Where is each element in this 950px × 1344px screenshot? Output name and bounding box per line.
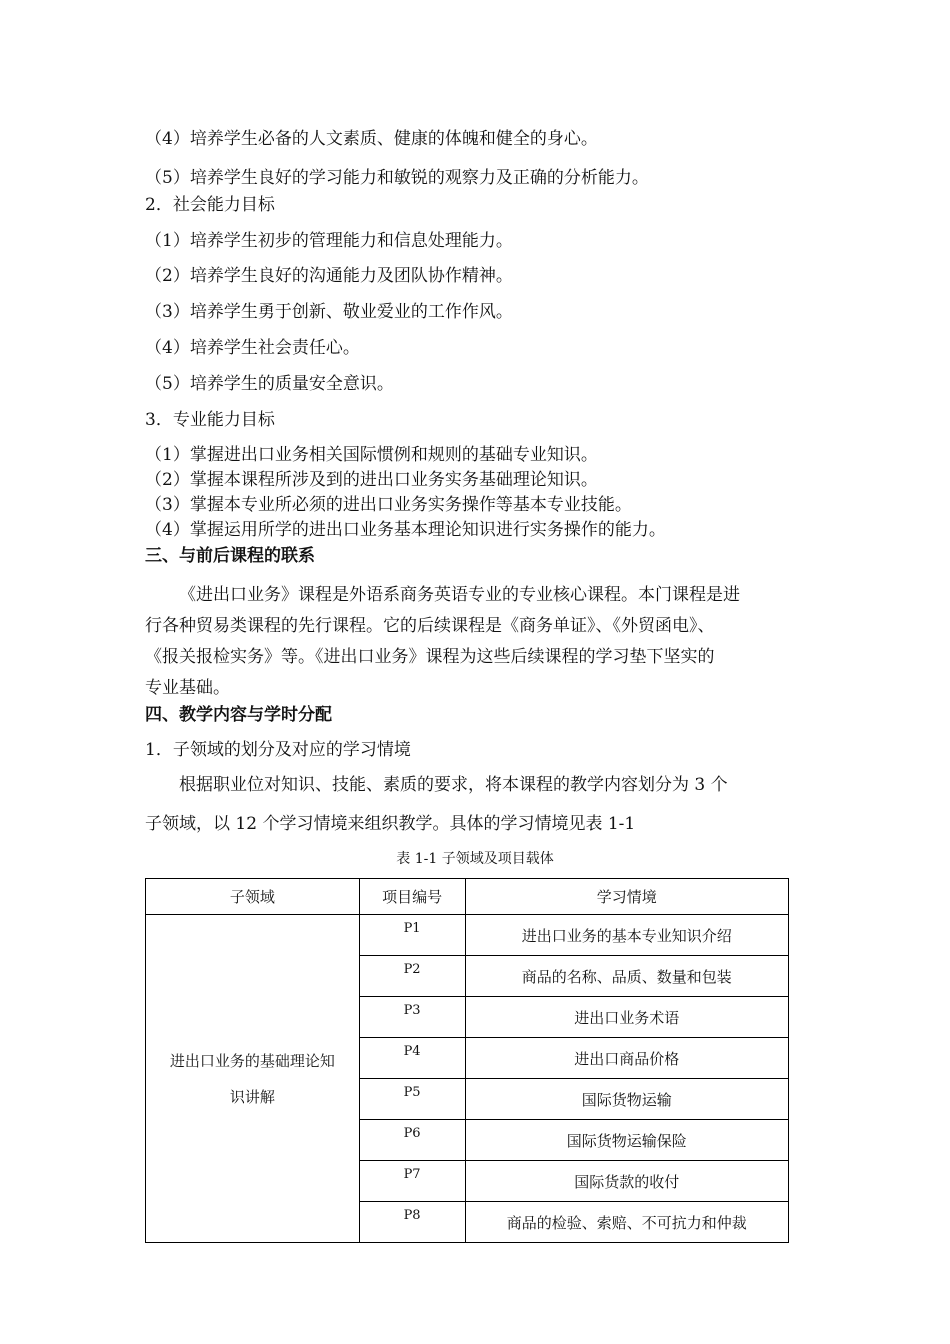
project-code: P5: [359, 1079, 465, 1120]
subdomain-table: [145, 878, 789, 1243]
project-code: P2: [359, 956, 465, 997]
table-header-row: [146, 879, 789, 915]
column-header: 子领域: [146, 879, 360, 915]
table-caption: 表 1-1 子领域及项目载体: [396, 851, 554, 867]
column-header: 学习情境: [465, 879, 789, 915]
section-heading: 三、与前后课程的联系: [145, 546, 315, 566]
ability-item: （2）掌握本课程所涉及到的进出口业务实务基础理论知识。: [145, 470, 598, 490]
subdomain-text: 识讲解: [229, 1087, 275, 1106]
subheading: 1．子领域的划分及对应的学习情境: [145, 740, 411, 760]
project-code: P4: [359, 1038, 465, 1079]
ability-item: （1）培养学生初步的管理能力和信息处理能力。: [145, 231, 513, 251]
paragraph-line: 行各种贸易类课程的先行课程。它的后续课程是《商务单证》、《外贸函电》、: [145, 616, 715, 636]
subdomain-cell: [146, 915, 360, 1243]
project-code: P3: [359, 997, 465, 1038]
project-code: P6: [359, 1120, 465, 1161]
learning-situation: 商品的名称、品质、数量和包装: [465, 956, 789, 997]
learning-situation: 进出口业务的基本专业知识介绍: [465, 915, 789, 956]
ability-item: （4）培养学生社会责任心。: [145, 338, 360, 358]
learning-situation: 商品的检验、索赔、不可抗力和仲裁: [465, 1202, 789, 1243]
table-row: [146, 915, 789, 956]
subheading-professional-ability: 3．专业能力目标: [145, 410, 275, 430]
learning-situation: 进出口业务术语: [465, 997, 789, 1038]
ability-item: （4）掌握运用所学的进出口业务基本理论知识进行实务操作的能力。: [145, 520, 666, 540]
subheading-social-ability: 2．社会能力目标: [145, 195, 275, 215]
learning-situation: 国际货物运输保险: [465, 1120, 789, 1161]
project-code: P8: [359, 1202, 465, 1243]
paragraph-line: 子领域，以 12 个学习情境来组织教学。具体的学习情境见表 1-1: [145, 814, 636, 834]
ability-item: （4）培养学生必备的人文素质、健康的体魄和健全的身心。: [145, 129, 598, 149]
paragraph-line: 根据职业位对知识、技能、素质的要求，将本课程的教学内容划分为 3 个: [179, 775, 728, 795]
ability-item: （2）培养学生良好的沟通能力及团队协作精神。: [145, 266, 513, 286]
ability-item: （1）掌握进出口业务相关国际惯例和规则的基础专业知识。: [145, 445, 598, 465]
project-code: P7: [359, 1161, 465, 1202]
learning-situation: 进出口商品价格: [465, 1038, 789, 1079]
section-heading: 四、教学内容与学时分配: [145, 705, 332, 725]
ability-item: （5）培养学生的质量安全意识。: [145, 374, 394, 394]
column-header: 项目编号: [359, 879, 465, 915]
paragraph-line: 《进出口业务》课程是外语系商务英语专业的专业核心课程。本门课程是进: [179, 585, 740, 605]
paragraph-line: 《报关报检实务》等。《进出口业务》课程为这些后续课程的学习垫下坚实的: [145, 647, 715, 667]
project-code: P1: [359, 915, 465, 956]
ability-item: （3）培养学生勇于创新、敬业爱业的工作作风。: [145, 302, 513, 322]
learning-situation: 国际货物运输: [465, 1079, 789, 1120]
subdomain-text: 进出口业务的基础理论知: [169, 1051, 335, 1070]
ability-item: （3）掌握本专业所必须的进出口业务实务操作等基本专业技能。: [145, 495, 632, 515]
paragraph-line: 专业基础。: [145, 678, 230, 698]
ability-item: （5）培养学生良好的学习能力和敏锐的观察力及正确的分析能力。: [145, 168, 649, 188]
learning-situation: 国际货款的收付: [465, 1161, 789, 1202]
